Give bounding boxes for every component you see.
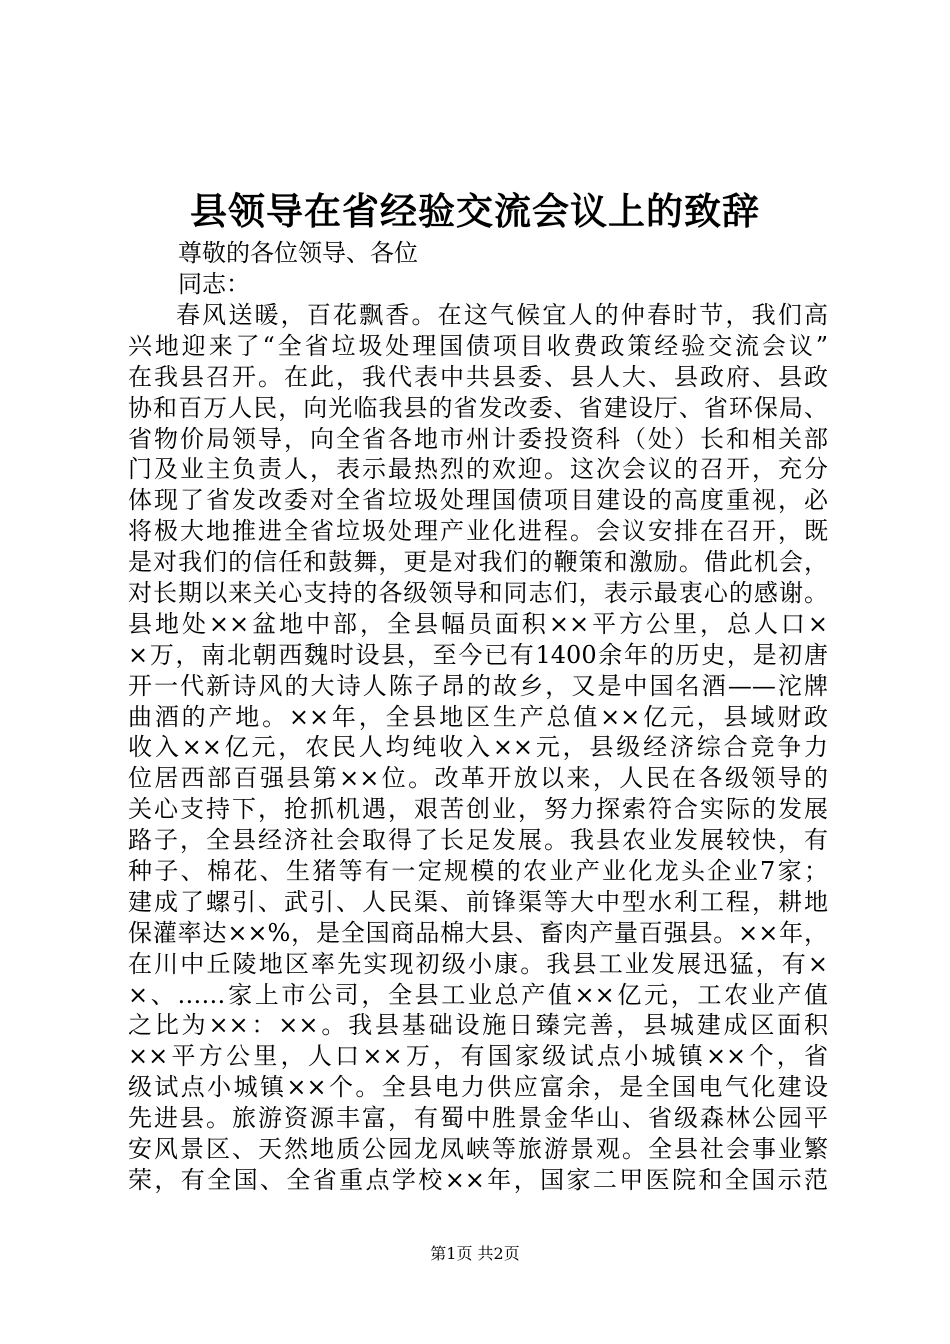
body-line: 级试点小城镇××个。全县电力供应富余，是全国电气化建设 [128,1073,828,1102]
body-line: 种子、棉花、生猪等有一定规模的农业产业化龙头企业7家； [128,857,828,886]
body-line: 先进县。旅游资源丰富，有蜀中胜景金华山、省级森林公园平 [128,1104,828,1133]
body-line: 门及业主负责人，表示最热烈的欢迎。这次会议的召开，充分 [128,455,828,484]
body-line: 之比为××：××。我县基础设施日臻完善，县城建成区面积 [128,1011,828,1040]
body-line: 春风送暖，百花飘香。在这气候宜人的仲春时节，我们高 [176,301,828,329]
body-line: 路子，全县经济社会取得了长足发展。我县农业发展较快，有 [128,826,828,855]
body-line: 协和百万人民，向光临我县的省发改委、省建设厅、省环保局、 [128,393,828,422]
page-number: 第1页 共2页 [430,1244,520,1263]
body-line: 县地处××盆地中部，全县幅员面积××平方公里，总人口× [128,609,828,638]
body-line: 在川中丘陵地区率先实现初级小康。我县工业发展迅猛，有× [128,949,828,978]
body-line: 收入××亿元，农民人均纯收入××元，县级经济综合竞争力 [128,733,828,762]
body-paragraph [128,300,828,1196]
salutation-line: 尊敬的各位领导、各位 [178,239,418,267]
body-line: 体现了省发改委对全省垃圾处理国债项目建设的高度重视，必 [128,486,828,515]
body-line: ××平方公里，人口××万，有国家级试点小城镇××个，省 [128,1042,828,1071]
body-line: 是对我们的信任和鼓舞，更是对我们的鞭策和激励。借此机会， [128,548,828,577]
body-line: 省物价局领导，向全省各地市州计委投资科（处）长和相关部 [128,424,828,453]
body-line: 荣，有全国、全省重点学校××年，国家二甲医院和全国示范 [128,1165,828,1194]
body-line: 将极大地推进全省垃圾处理产业化进程。会议安排在召开，既 [128,517,828,546]
body-line: 保灌率达××%，是全国商品棉大县、畜肉产量百强县。××年， [128,918,828,947]
salutation-line: 同志： [178,270,250,298]
salutation [178,238,478,300]
body-line: 位居西部百强县第××位。改革开放以来，人民在各级领导的 [128,764,828,793]
body-line: ×万，南北朝西魏时设县，至今已有1400余年的历史，是初唐 [128,640,828,669]
body-line: 对长期以来关心支持的各级领导和同志们，表示最衷心的感谢。 [128,579,828,608]
body-line: 兴地迎来了“全省垃圾处理国债项目收费政策经验交流会议” [128,331,828,360]
document-title: 县领导在省经验交流会议上的致辞 [190,189,760,233]
body-line: 安风景区、天然地质公园龙凤峡等旅游景观。全县社会事业繁 [128,1135,828,1164]
body-line: 在我县召开。在此，我代表中共县委、县人大、县政府、县政 [128,362,828,391]
body-line: 建成了螺引、武引、人民渠、前锋渠等大中型水利工程，耕地 [128,887,828,916]
body-line: 曲酒的产地。××年，全县地区生产总值××亿元，县域财政 [128,702,828,731]
body-line: 关心支持下，抢抓机遇，艰苦创业，努力探索符合实际的发展 [128,795,828,824]
body-line: 开一代新诗风的大诗人陈子昂的故乡，又是中国名酒——沱牌 [128,671,828,700]
body-line: ×、……家上市公司，全县工业总产值××亿元，工农业产值 [128,980,828,1009]
